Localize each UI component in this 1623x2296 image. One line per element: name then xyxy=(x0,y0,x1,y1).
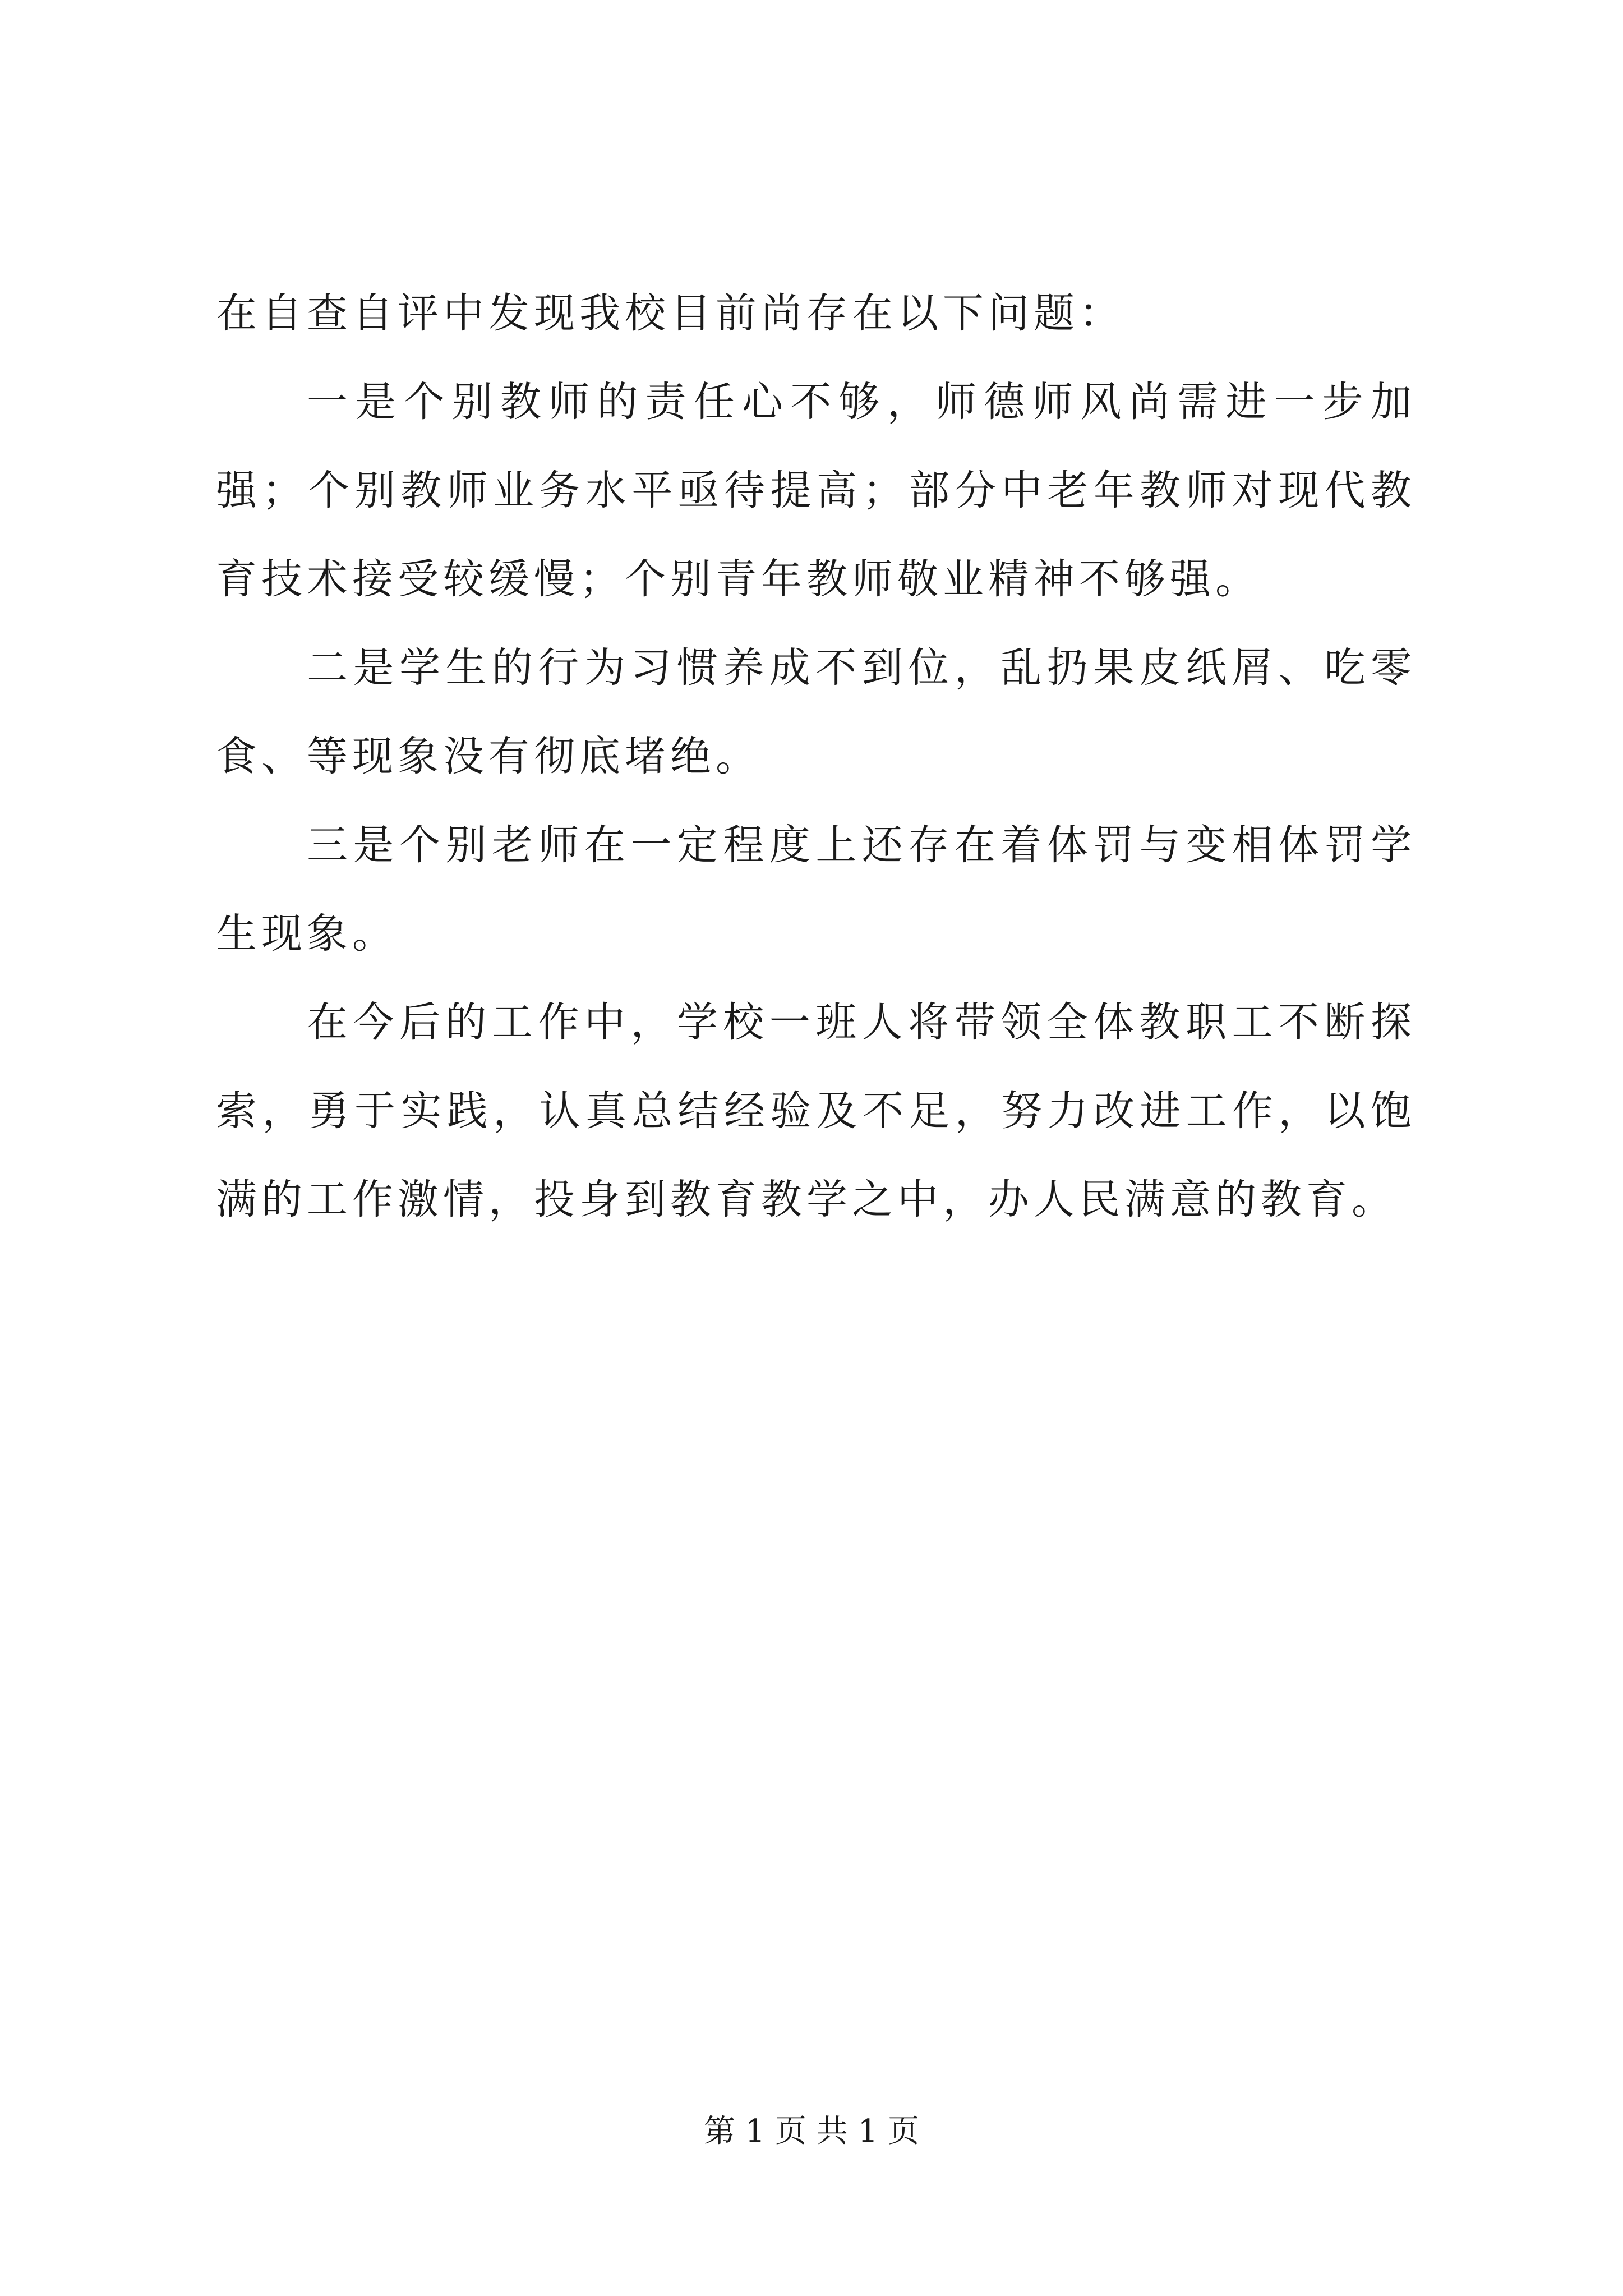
document-body xyxy=(216,269,1416,1244)
paragraph-problem-1: 一是个别教师的责任心不够，师德师风尚需进一步加强；个别教师业务水平亟待提高；部分中老年教师对现代教育技术接受较缓慢；个别青年教师敬业精神不够强。 xyxy=(216,378,1416,603)
paragraph-problem-3: 三是个别老师在一定程度上还存在着体罚与变相体罚学生现象。 xyxy=(216,821,1416,958)
paragraph-conclusion: 在今后的工作中，学校一班人将带领全体教职工不断探索，勇于实践，认真总结经验及不足，努力改进工作，以饱满的工作激情，投身到教育教学之中，办人民满意的教育。 xyxy=(216,999,1416,1223)
page-footer: 第 1 页 共 1 页 xyxy=(703,2113,920,2150)
paragraph-intro: 在自查自评中发现我校目前尚存在以下问题： xyxy=(216,289,1124,337)
paragraph-problem-2: 二是学生的行为习惯养成不到位，乱扔果皮纸屑、吃零食、等现象没有彻底堵绝。 xyxy=(216,644,1416,780)
